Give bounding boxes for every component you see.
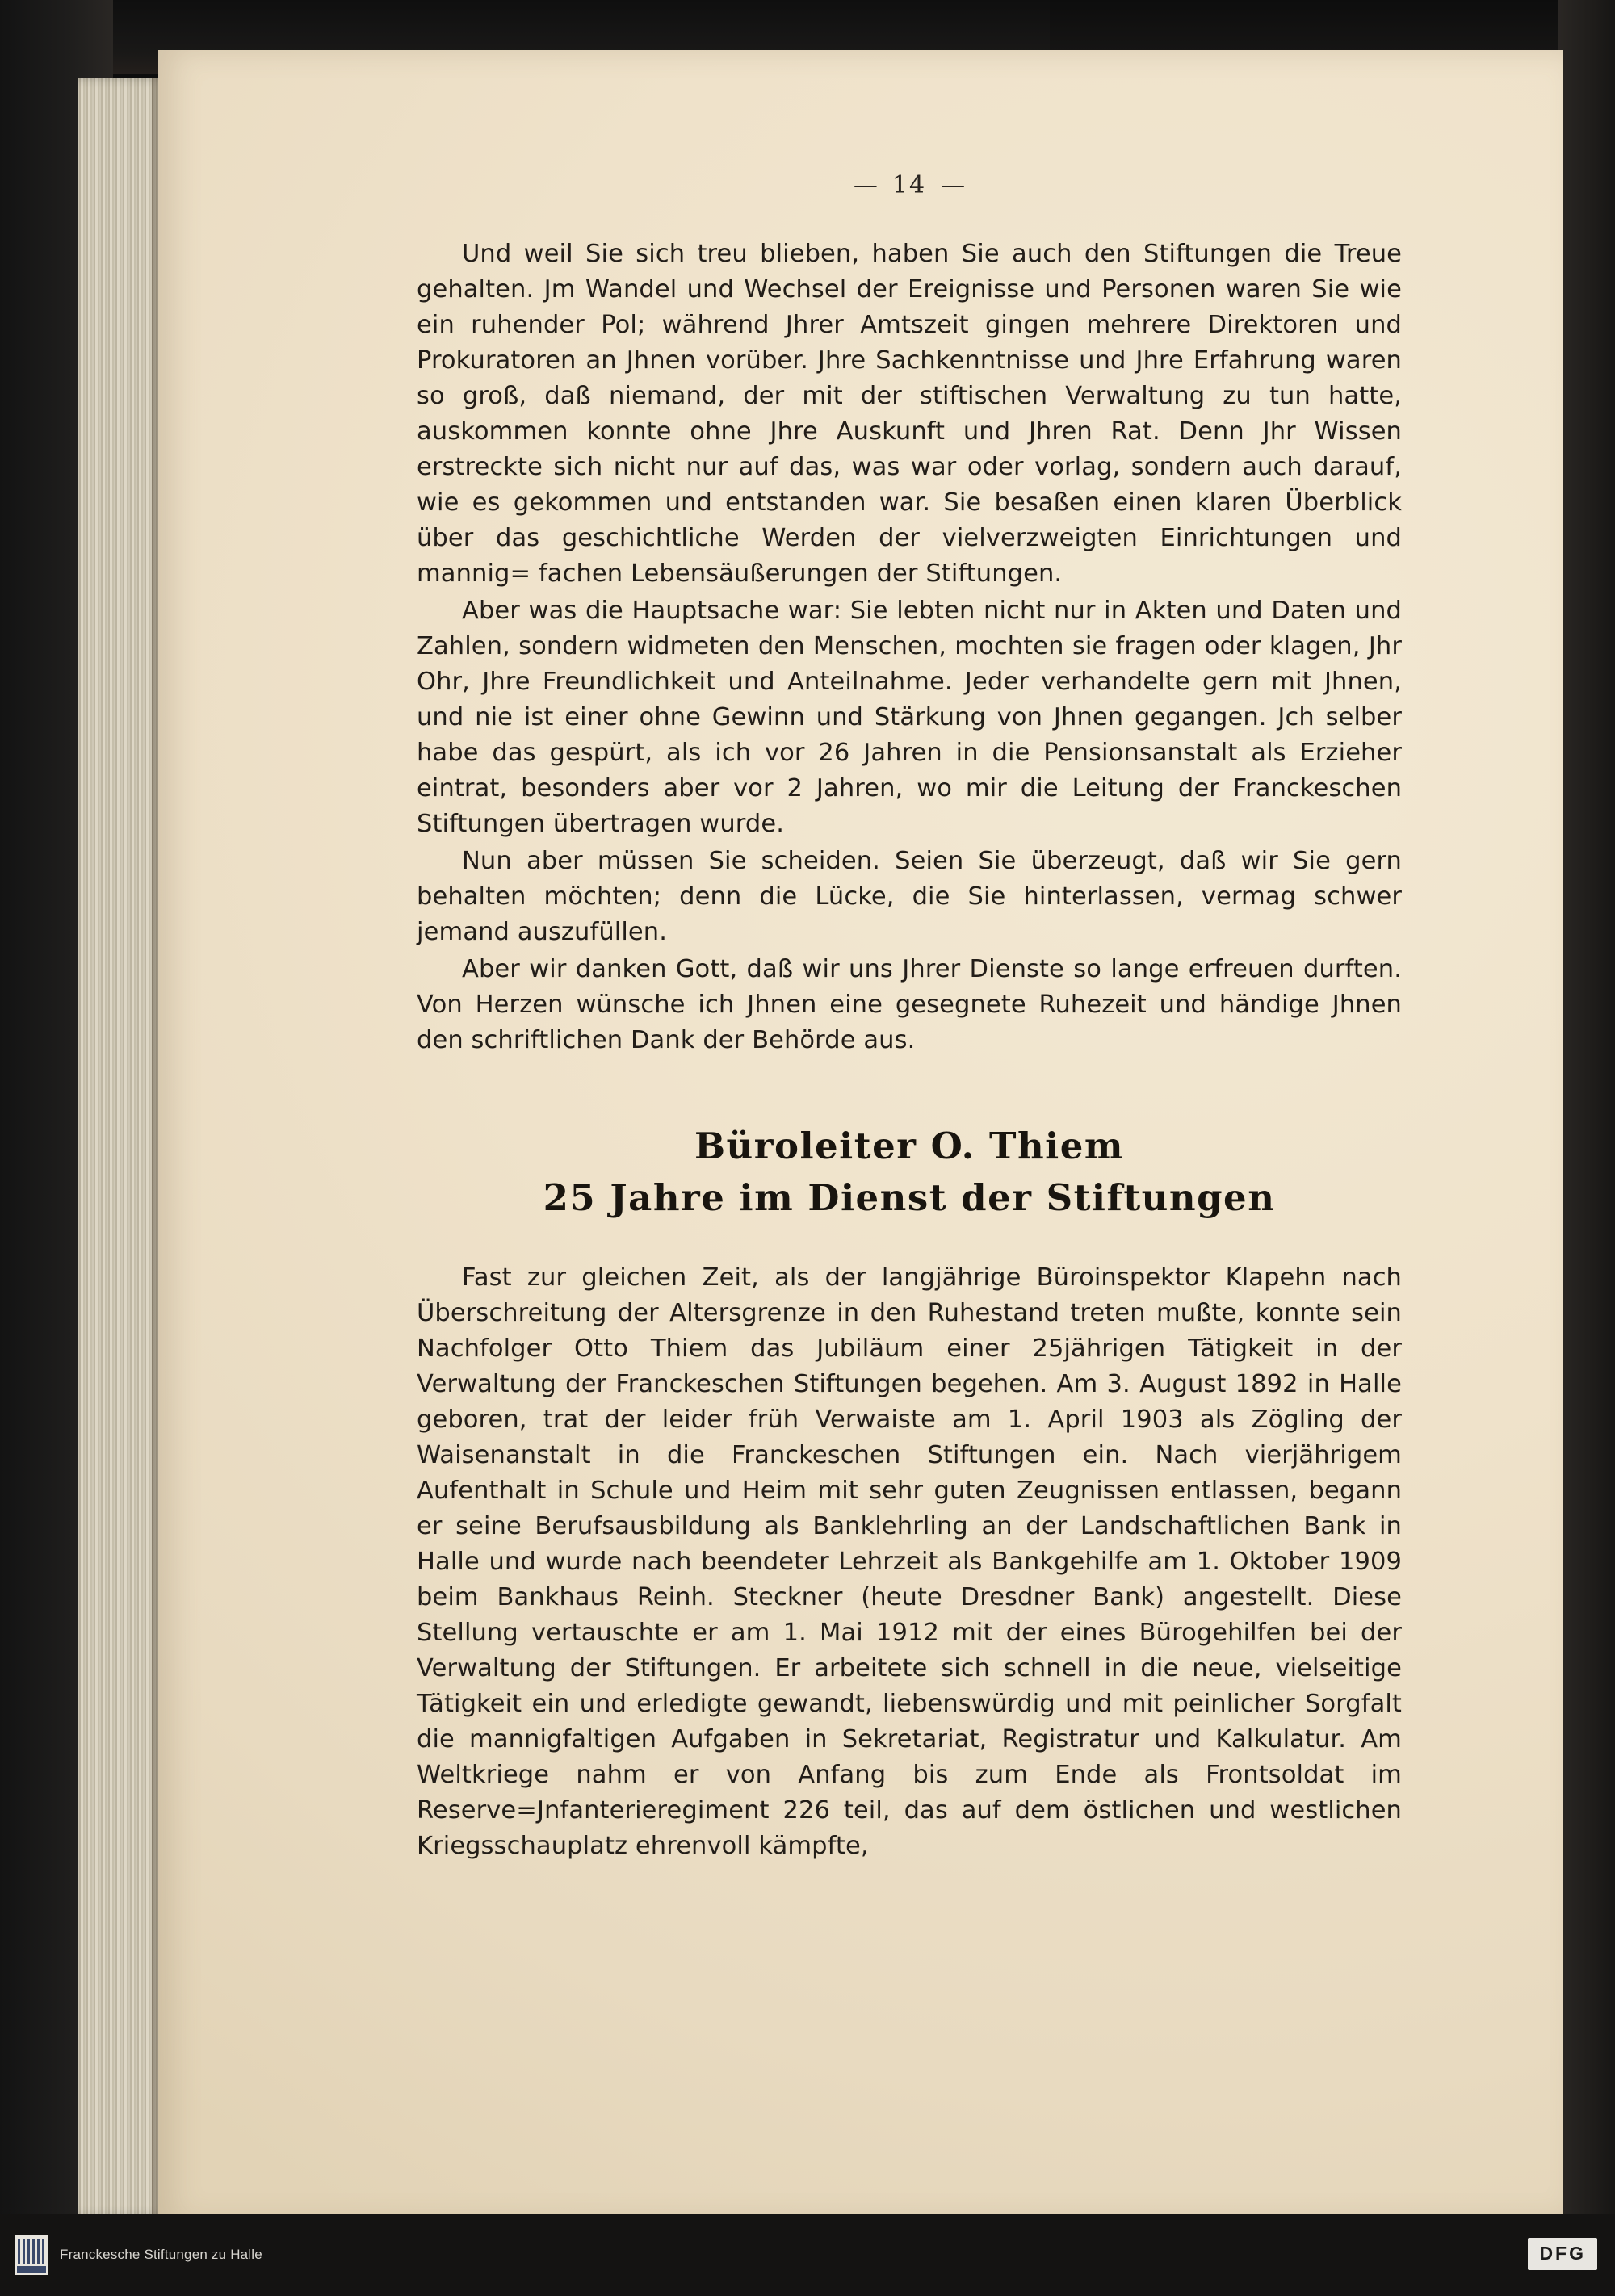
dfg-badge: DFG <box>1528 2238 1597 2270</box>
body-paragraph-4: Aber wir danken Gott, daß wir uns Jhrer Dienste so lange erfreuen durften. Von Herzen wünsche ich Jhnen eine gesegnete Ruhezeit und händige Jhnen den schriftlichen Dank der Behörde aus. <box>417 955 1402 1054</box>
folio-dash-right: — <box>941 171 966 199</box>
viewer-footer-bar <box>0 2214 1615 2296</box>
scanned-page <box>158 50 1563 2222</box>
section-heading-line-2: 25 Jahre im Dienst der Stiftungen <box>543 1176 1276 1219</box>
page-number: 14 <box>891 171 927 199</box>
page-text-column <box>417 171 1402 1866</box>
folio-dash-left: — <box>853 171 878 199</box>
body-paragraph-1: Und weil Sie sich treu blieben, haben Sie auch den Stiftungen die Treue gehalten. Jm Wandel und Wechsel der Ereignisse und Personen waren Sie wie ein ruhender Pol; während Jhrer Amtszeit gingen mehrere Direktoren und Prokuratoren an Jhnen vorüber. Jhre Sachkenntnisse und Jhre Erfahrung waren so groß, daß niemand, der mit der stiftischen Verwaltung zu tun hatte, auskommen konnte ohne Jhre Auskunft und Jhren Rat. Denn Jhr Wissen erstreckte sich nicht nur auf das, was war oder vorlag, sondern auch darauf, wie es gekommen und entstanden war. Sie besaßen einen klaren Überblick über das geschichtliche Werden der vielverzweigten Einrichtungen und mannig= fachen Lebensäußerungen der Stiftungen. <box>417 240 1402 588</box>
body-paragraph-2: Aber was die Hauptsache war: Sie lebten nicht nur in Akten und Daten und Zahlen, sondern widmeten den Menschen, mochten sie fragen oder klagen, Jhr Ohr, Jhre Freundlichkeit und Anteilnahme. Jeder verhandelte gern mit Jhnen, und nie ist einer ohne Gewinn und Stärkung von Jhnen gegangen. Jch selber habe das gespürt, als ich vor 26 Jahren in die Pensionsanstalt als Erzieher eintrat, besonders aber vor 2 Jahren, wo mir die Leitung der Franckeschen Stiftungen übertragen wurde. <box>417 597 1402 838</box>
franckesche-stiftungen-logo-icon <box>15 2235 48 2275</box>
footer-institution-label: Franckesche Stiftungen zu Halle <box>60 2247 262 2262</box>
section-paragraph-1: Fast zur gleichen Zeit, als der langjährige Büroinspektor Klapehn nach Überschreitung der Altersgrenze in den Ruhestand treten mußte, konnte sein Nachfolger Otto Thiem das Jubiläum einer 25jährigen Tätigkeit in der Verwaltung der Franckeschen Stiftungen begehen. Am 3. August 1892 in Halle geboren, trat der leider früh Verwaiste am 1. April 1903 als Zögling der Waisenanstalt in die Franckeschen Stiftungen ein. Nach vierjährigem Aufenthalt in Schule und Heim mit sehr guten Zeugnissen entlassen, begann er seine Berufsausbildung als Banklehrling an der Landschaftlichen Bank in Halle und wurde nach beendeter Lehrzeit als Bankgehilfe am 1. Oktober 1909 beim Bankhaus Reinh. Steckner (heute Dresdner Bank) angestellt. Diese Stellung vertauschte er am 1. Mai 1912 mit der eines Bürogehilfen bei der Verwaltung der Stiftungen. Er arbeitete sich schnell in die neue, vielseitige Tätigkeit ein und erledigte gewandt, liebenswürdig und mit peinlicher Sorgfalt die mannigfaltigen Aufgaben in Sekretariat, Registratur und Kalkulatur. Am Weltkriege nahm er von Anfang bis zum Ende als Frontsoldat im Reserve=Jnfanterieregiment 226 teil, das auf dem östlichen und westlichen Kriegsschauplatz ehrenvoll kämpfte, <box>417 1263 1402 1860</box>
page-number-line <box>417 171 1402 199</box>
book-cover-right-edge <box>1558 0 1615 2296</box>
footer-attribution <box>15 2235 262 2275</box>
section-heading <box>417 1121 1402 1225</box>
body-paragraph-3: Nun aber müssen Sie scheiden. Seien Sie überzeugt, daß wir Sie gern behalten möchten; denn die Lücke, die Sie hinterlassen, vermag schwer jemand auszufüllen. <box>417 847 1402 946</box>
section-heading-line-1: Büroleiter O. Thiem <box>694 1125 1125 1167</box>
